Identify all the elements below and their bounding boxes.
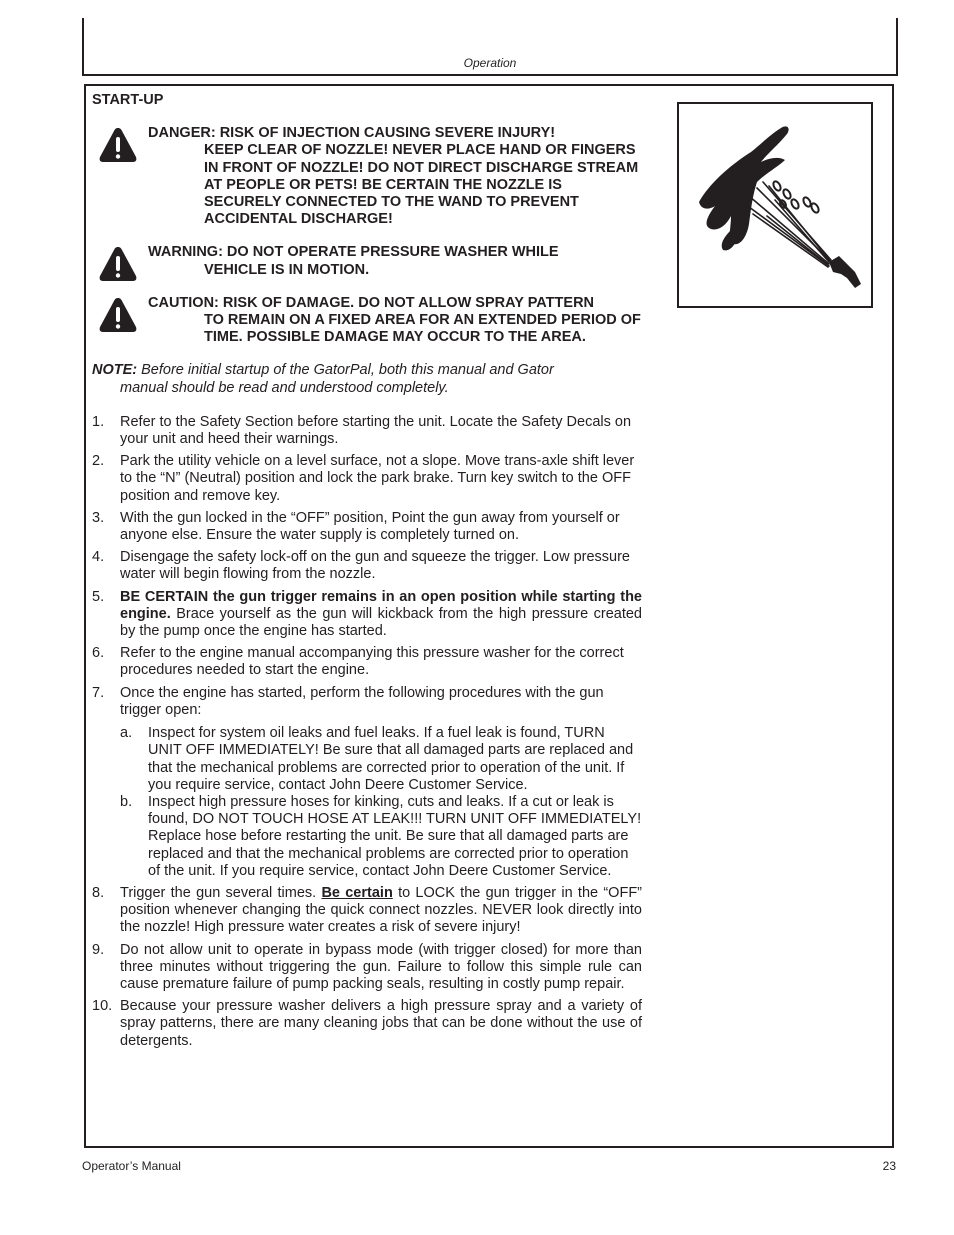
step-number: 1. (92, 413, 105, 430)
warning-triangle-icon (98, 246, 138, 282)
warning-triangle-icon (98, 127, 138, 163)
warning-triangle-icon (98, 297, 138, 333)
list-item (92, 414, 642, 448)
main-content (92, 92, 642, 1055)
step-number: 7. (92, 684, 105, 701)
list-item (92, 885, 642, 937)
step-number: 4. (92, 549, 105, 566)
header-section-label: Operation (463, 56, 517, 70)
list-item (92, 549, 642, 583)
hazard-illustration (677, 102, 873, 308)
step-number: 8. (92, 884, 105, 901)
page-number: 23 (882, 1159, 896, 1173)
alert-heading: WARNING: DO NOT OPERATE PRESSURE WASHER WHILE (148, 244, 559, 261)
hand-injection-hazard-icon (679, 104, 871, 306)
step-text: Refer to the engine manual accompanying this pressure washer for the correct procedures needed to start the engine. (120, 645, 624, 679)
startup-steps (92, 414, 642, 1050)
sub-step-text: Inspect for system oil leaks and fuel leaks. If a fuel leak is found, TURN UNIT OFF IMMEDIATELY! Be sure that all damaged parts are replaced and that the mechanical problems are corrected prior to operation of the unit. If you require service, contact John Deere Customer Service. (148, 725, 634, 793)
sub-step-letter: a. (120, 725, 133, 742)
step-number: 3. (92, 509, 105, 526)
list-item (92, 645, 642, 679)
note-label: NOTE: (92, 362, 138, 379)
list-item (92, 453, 642, 505)
step-text: Disengage the safety lock-off on the gun and squeeze the trigger. Low pressure water will begin flowing from the nozzle. (120, 549, 630, 583)
sub-steps (120, 725, 642, 880)
list-item (120, 794, 642, 880)
footer-manual-title: Operator’s Manual (82, 1159, 181, 1173)
step-text: With the gun locked in the “OFF” position, Point the gun away from yourself or anyone else. Ensure the water supply is completely turned on. (120, 509, 620, 544)
danger-alert (92, 125, 642, 228)
list-item (92, 998, 642, 1050)
caution-alert (92, 295, 642, 347)
step-number: 9. (92, 941, 105, 958)
alert-heading: CAUTION: RISK OF DAMAGE. DO NOT ALLOW SPRAY PATTERN (148, 294, 595, 311)
list-item (92, 589, 642, 641)
page-header (82, 18, 898, 76)
note (92, 362, 642, 396)
step-text: Brace yourself as the gun will kickback from the high pressure created by the pump once the engine has started. (120, 605, 642, 640)
step-text: Park the utility vehicle on a level surface, not a slope. Move trans-axle shift lever to the “N” (Neutral) position and lock the park brake. Turn key switch to the OFF position and remove key. (120, 453, 635, 504)
list-item (120, 725, 642, 794)
step-text: to LOCK the gun trigger in the “OFF” position whenever changing the quick connect nozzles. NEVER look directly into the nozzle! High pressure water creates a risk of severe injury! (120, 884, 643, 936)
list-item (92, 685, 642, 880)
alert-body: KEEP CLEAR OF NOZZLE! NEVER PLACE HAND OR FINGERS IN FRONT OF NOZZLE! DO NOT DIRECT DISCHARGE STREAM AT PEOPLE OR PETS! BE CERTAIN THE NOZZLE IS SECURELY CONNECTED TO THE WAND TO PREVENT ACCIDENTAL DISCHARGE! (204, 142, 639, 228)
step-number: 2. (92, 453, 105, 470)
step-underlined-text: Be certain (321, 884, 393, 901)
step-text: Refer to the Safety Section before starting the unit. Locate the Safety Decals on your unit and heed their warnings. (120, 413, 632, 448)
step-text: Because your pressure washer delivers a high pressure spray and a variety of spray patterns, there are many cleaning jobs that can be done without the use of detergents. (120, 998, 642, 1049)
alert-body: VEHICLE IS IN MOTION. (204, 261, 370, 278)
alert-body: TO REMAIN ON A FIXED AREA FOR AN EXTENDED PERIOD OF TIME. POSSIBLE DAMAGE MAY OCCUR TO THE AREA. (204, 312, 641, 346)
note-first-line: Before initial startup of the GatorPal, both this manual and Gator (141, 362, 554, 379)
step-text-lead: Trigger the gun several times. (120, 884, 322, 901)
warning-alert (92, 244, 642, 278)
list-item (92, 942, 642, 994)
alert-heading: DANGER: RISK OF INJECTION CAUSING SEVERE INJURY! (148, 125, 556, 142)
step-number: 10. (92, 998, 113, 1015)
sub-step-text: Inspect high pressure hoses for kinking, cuts and leaks. If a cut or leak is found, DO NOT TOUCH HOSE AT LEAK!!! TURN UNIT OFF IMMEDIATELY! Replace hose before restarting the unit. Be sure that all damaged parts are replaced and that the mechanical problems are corrected prior to operation of the unit. If you require service, contact John Deere Customer Service. (148, 793, 642, 879)
step-number: 6. (92, 645, 105, 662)
step-text: Do not allow unit to operate in bypass mode (with trigger closed) for more than three minutes without triggering the gun. Failure to follow this simple rule can cause premature failure of pump packing seals, resulting in costly pump repair. (120, 941, 642, 992)
step-number: 5. (92, 588, 105, 605)
step-text: Once the engine has started, perform the following procedures with the gun trigger open: (120, 684, 604, 718)
note-rest: manual should be read and understood completely. (120, 379, 449, 396)
section-title: START-UP (92, 92, 164, 108)
step-bold-text: BE CERTAIN the gun trigger remains in an open position while starting the engine. (120, 588, 642, 622)
sub-step-letter: b. (120, 793, 133, 810)
list-item (92, 510, 642, 544)
